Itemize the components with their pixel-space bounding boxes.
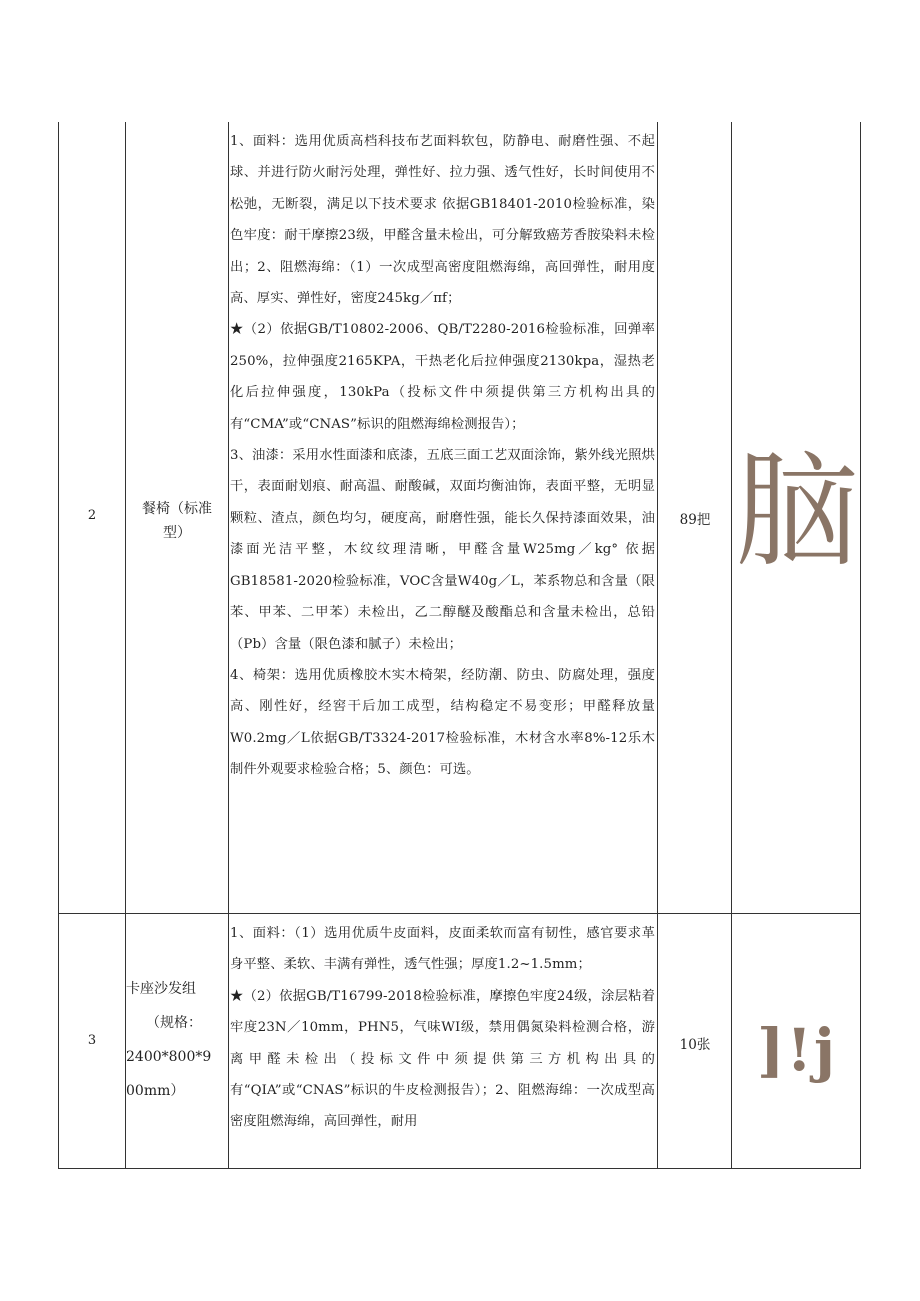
item-name: 餐椅（标准型） [142,501,212,541]
product-image: 脑 [734,440,859,584]
item-spec [230,918,655,1138]
spec-paragraph: 1、面料：选用优质高档科技布艺面料软包，防静电、耐磨性强、不起球、并进行防火耐污处理，弹性好、拉力强、透气性好，长时间使用不松弛，无断裂，满足以下技术要求 依据GB18401-2010检验标准，染色牢度：耐干摩擦23级，甲醛含量未检出，可分解致癌芳香胺染料未检出；2、阻燃海绵：（1）一次成型高密度阻燃海绵，高回弹性，耐用度高、厚实、弹性好，密度245kg／πf； [230,134,655,307]
item-name-line: 卡座沙发组 [126,981,196,997]
item-spec [230,126,655,786]
row-number: 2 [87,508,97,523]
table-divider [228,122,229,1169]
spec-paragraph: 3、油漆：采用水性面漆和底漆，五底三面工艺双面涂饰，紫外线光照烘干，表面耐划痕、耐高温、耐酸碱，双面均衡油饰，表面平整，无明显颗粒、渣点，颜色均匀，硬度高，耐磨性强，能长久保持漆面效果，油漆面光洁平整，木纹纹理清晰，甲醛含量W25mg／kg° 依据GB18581-2020检验标准，VOC含量W40g／L，苯系物总和含量（限苯、甲苯、二甲苯）未检出，乙二醇醚及酸酯总和含量未检出，总铅（Pb）含量（限色漆和腻子）未检出； [230,448,655,652]
table-border-left [58,122,59,1169]
item-name-line: （规格： [146,1015,202,1031]
item-quantity: 89把 [679,512,711,528]
table-border-bottom [58,1168,861,1169]
table-divider [657,122,658,1169]
row-divider [58,913,861,914]
item-name-line: 00mm） [126,1083,185,1099]
spec-paragraph: ★（2）依据GB/T10802-2006、QB/T2280-2016检验标准，回弹率250%，拉伸强度2165KPA，干热老化后拉伸强度2130kpa，湿热老化后拉伸强度，130kPa（投标文件中须提供第三方机构出具的有“CMA”或“CNAS”标识的阻燃海绵检测报告）； [230,322,655,432]
product-image: ]!j [757,1016,837,1084]
table-border-right [860,122,861,1169]
item-quantity: 10张 [679,1037,711,1053]
row-number: 3 [87,1033,97,1048]
item-name [126,972,228,1108]
item-name-line: 2400*800*9 [126,1049,212,1065]
spec-paragraph: 1、面料：（1）选用优质牛皮面料，皮面柔软而富有韧性，感官要求革身平整、柔软、丰满有弹性，透气性强；厚度1.2~1.5mm； [230,926,655,973]
spec-paragraph: 4、椅架：选用优质橡胶木实木椅架，经防潮、防虫、防腐处理，强度高、刚性好，经窖干后加工成型，结构稳定不易变形；甲醛释放量W0.2mg／L依据GB/T3324-2017检验标准，木材含水率8%-12乐木制件外观要求检验合格；5、颜色：可选。 [230,667,655,778]
spec-paragraph: ★（2）依据GB/T16799-2018检验标准，摩擦色牢度24级，涂层粘着牢度23N／10mm，PHN5，气味WI级，禁用偶氮染料检测合格，游离甲醛未检出（投标文件中须提供第三方机构出具的有“QIA”或“CNAS”标识的牛皮检测报告）；2、阻燃海绵：一次成型高密度阻燃海绵，高回弹性，耐用 [230,988,655,1130]
table-divider [731,122,732,1169]
